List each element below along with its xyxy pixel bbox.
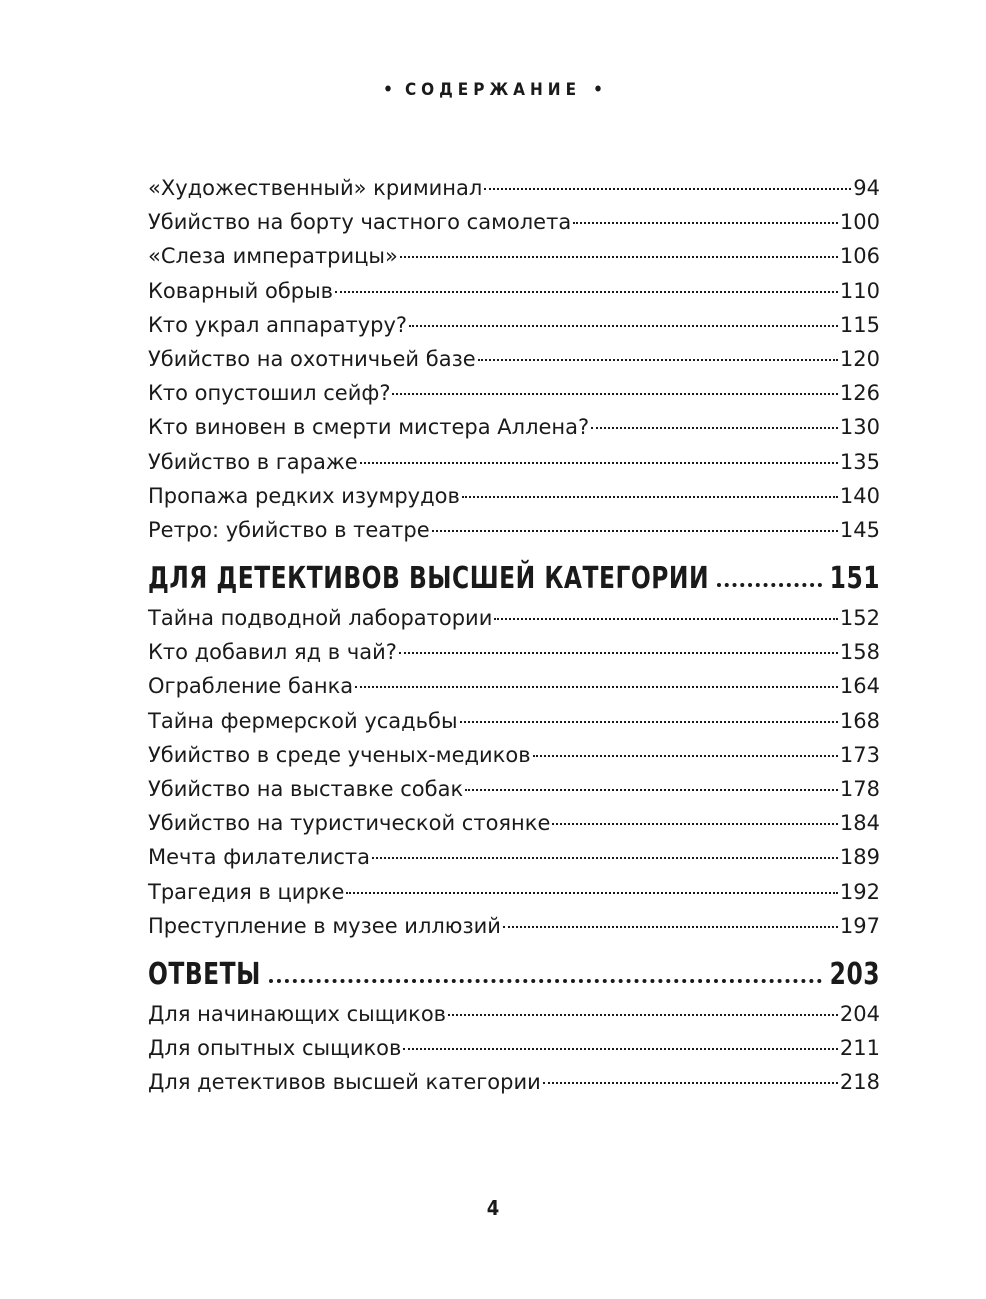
dot-leader — [355, 686, 838, 688]
toc-entry-page: 94 — [853, 176, 880, 200]
dot-leader — [503, 926, 838, 928]
toc-section-experts[interactable] — [148, 552, 880, 606]
toc-entry-title: Преступление в музее иллюзий — [148, 913, 501, 938]
toc-entry-title: Пропажа редких изумрудов — [148, 483, 460, 508]
dot-leader — [460, 721, 838, 723]
bullet-left: • — [383, 80, 393, 100]
dot-leader — [573, 222, 838, 224]
toc-entry-page: 173 — [839, 742, 880, 767]
page-number: 4 — [486, 1196, 500, 1220]
toc-entry-page: 204 — [839, 1001, 880, 1026]
dot-leader — [543, 1082, 838, 1084]
toc-entry-page: 135 — [839, 449, 880, 474]
dot-leader — [335, 291, 838, 293]
toc-entry[interactable] — [148, 313, 880, 347]
toc-entry-title: Коварный обрыв — [148, 278, 334, 303]
toc-entry-title: Кто виновен в смерти мистера Аллена? — [148, 415, 590, 440]
toc-section-page: 151 — [829, 561, 880, 597]
toc-entry-page: 120 — [839, 346, 880, 371]
toc-section-title: ДЛЯ ДЕТЕКТИВОВ ВЫСШЕЙ КАТЕГОРИИ — [148, 561, 710, 597]
toc-section-page: 203 — [829, 957, 880, 993]
dot-leader — [448, 1014, 838, 1016]
toc-entry-page: 178 — [839, 777, 880, 801]
dot-leader — [462, 496, 838, 498]
dot-leader — [478, 359, 838, 361]
dot-leader — [400, 256, 838, 258]
toc-entry-title: Ретро: убийство в театре — [148, 517, 430, 542]
dot-leader — [717, 583, 822, 587]
toc-entry-page: 164 — [839, 674, 880, 699]
toc-entry[interactable] — [148, 1002, 880, 1036]
toc-entry-title: Для детективов высшей категории — [148, 1070, 541, 1095]
toc-entry[interactable] — [148, 914, 880, 948]
toc-entry-page: 211 — [839, 1036, 880, 1061]
toc-entry[interactable] — [148, 709, 880, 743]
toc-entry-page: 184 — [839, 811, 880, 836]
toc-entry[interactable] — [148, 743, 880, 777]
dot-leader — [591, 427, 838, 429]
dot-leader — [403, 1048, 838, 1050]
toc-entry[interactable] — [148, 777, 880, 811]
toc-entry-page: 126 — [839, 381, 880, 406]
toc-entry-page: 145 — [839, 517, 880, 542]
toc-entry-page: 152 — [839, 606, 880, 631]
dot-leader — [552, 823, 838, 825]
bullet-right: • — [593, 80, 603, 100]
toc-entry-page: 197 — [839, 913, 880, 938]
toc-entry-title: Мечта филателиста — [148, 845, 370, 870]
toc-entry-page: 192 — [839, 879, 880, 904]
toc-entry[interactable] — [148, 381, 880, 415]
toc-entry-title: Убийство на выставке собак — [148, 777, 464, 801]
running-head — [0, 80, 986, 100]
toc-entry[interactable] — [148, 244, 880, 278]
toc-entry-page: 100 — [839, 210, 880, 235]
toc-entry-title: Убийство на охотничьей базе — [148, 346, 476, 371]
dot-leader — [392, 393, 837, 395]
toc-entry-title: Тайна фермерской усадьбы — [148, 708, 458, 733]
toc-entry-page: 115 — [839, 312, 880, 337]
dot-leader — [346, 892, 838, 894]
toc-entry[interactable] — [148, 811, 880, 845]
toc-entry-title: Убийство в гараже — [148, 449, 358, 474]
toc-entry-page: 218 — [839, 1070, 880, 1095]
toc-entry-page: 106 — [839, 244, 880, 269]
dot-leader — [533, 755, 838, 757]
toc-entry-page: 110 — [839, 278, 880, 303]
dot-leader — [372, 857, 838, 859]
toc-entry-page: 158 — [839, 640, 880, 665]
dot-leader — [269, 979, 822, 983]
dot-leader — [409, 325, 838, 327]
toc-entry[interactable] — [148, 1036, 880, 1070]
toc-entry-page: 189 — [839, 845, 880, 870]
toc-entry[interactable] — [148, 845, 880, 879]
toc-entry-title: Убийство на туристической стоянке — [148, 811, 551, 836]
table-of-contents — [148, 176, 880, 1105]
toc-entry-title: Кто опустошил сейф? — [148, 381, 391, 406]
toc-entry-page: 140 — [839, 483, 880, 508]
toc-entry-title: Для начинающих сыщиков — [148, 1001, 447, 1026]
toc-entry[interactable] — [148, 606, 880, 640]
toc-entry[interactable] — [148, 210, 880, 244]
toc-entry[interactable] — [148, 1070, 880, 1104]
toc-entry[interactable] — [148, 674, 880, 708]
toc-entry[interactable] — [148, 347, 880, 381]
toc-entry[interactable] — [148, 279, 880, 313]
dot-leader — [399, 652, 838, 654]
dot-leader — [484, 188, 851, 190]
toc-entry-title: Тайна подводной лаборатории — [148, 606, 493, 631]
toc-entry-page: 130 — [839, 415, 880, 440]
toc-entry[interactable] — [148, 176, 880, 210]
toc-entry-title: Кто добавил яд в чай? — [148, 640, 397, 665]
toc-entry-title: Ограбление банка — [148, 674, 354, 699]
toc-entry-page: 168 — [839, 708, 880, 733]
toc-entry-title: «Слеза императрицы» — [148, 244, 398, 269]
dot-leader — [432, 530, 838, 532]
toc-entry[interactable] — [148, 450, 880, 484]
toc-section-answers[interactable] — [148, 948, 880, 1002]
dot-leader — [465, 789, 838, 791]
toc-entry[interactable] — [148, 880, 880, 914]
toc-entry[interactable] — [148, 640, 880, 674]
dot-leader — [360, 462, 838, 464]
running-head-title: СОДЕРЖАНИЕ — [404, 80, 582, 100]
dot-leader — [494, 618, 838, 620]
toc-entry[interactable] — [148, 518, 880, 552]
toc-entry[interactable] — [148, 415, 880, 449]
toc-entry-title: «Художественный» криминал — [148, 176, 483, 200]
toc-entry-title: Трагедия в цирке — [148, 879, 345, 904]
toc-entry-title: Для опытных сыщиков — [148, 1036, 402, 1061]
toc-entry-title: Убийство в среде ученых-медиков — [148, 742, 531, 767]
toc-section-title: ОТВЕТЫ — [148, 957, 261, 993]
toc-entry-title: Убийство на борту частного самолета — [148, 210, 572, 235]
toc-entry-title: Кто украл аппаратуру? — [148, 312, 408, 337]
toc-entry[interactable] — [148, 484, 880, 518]
